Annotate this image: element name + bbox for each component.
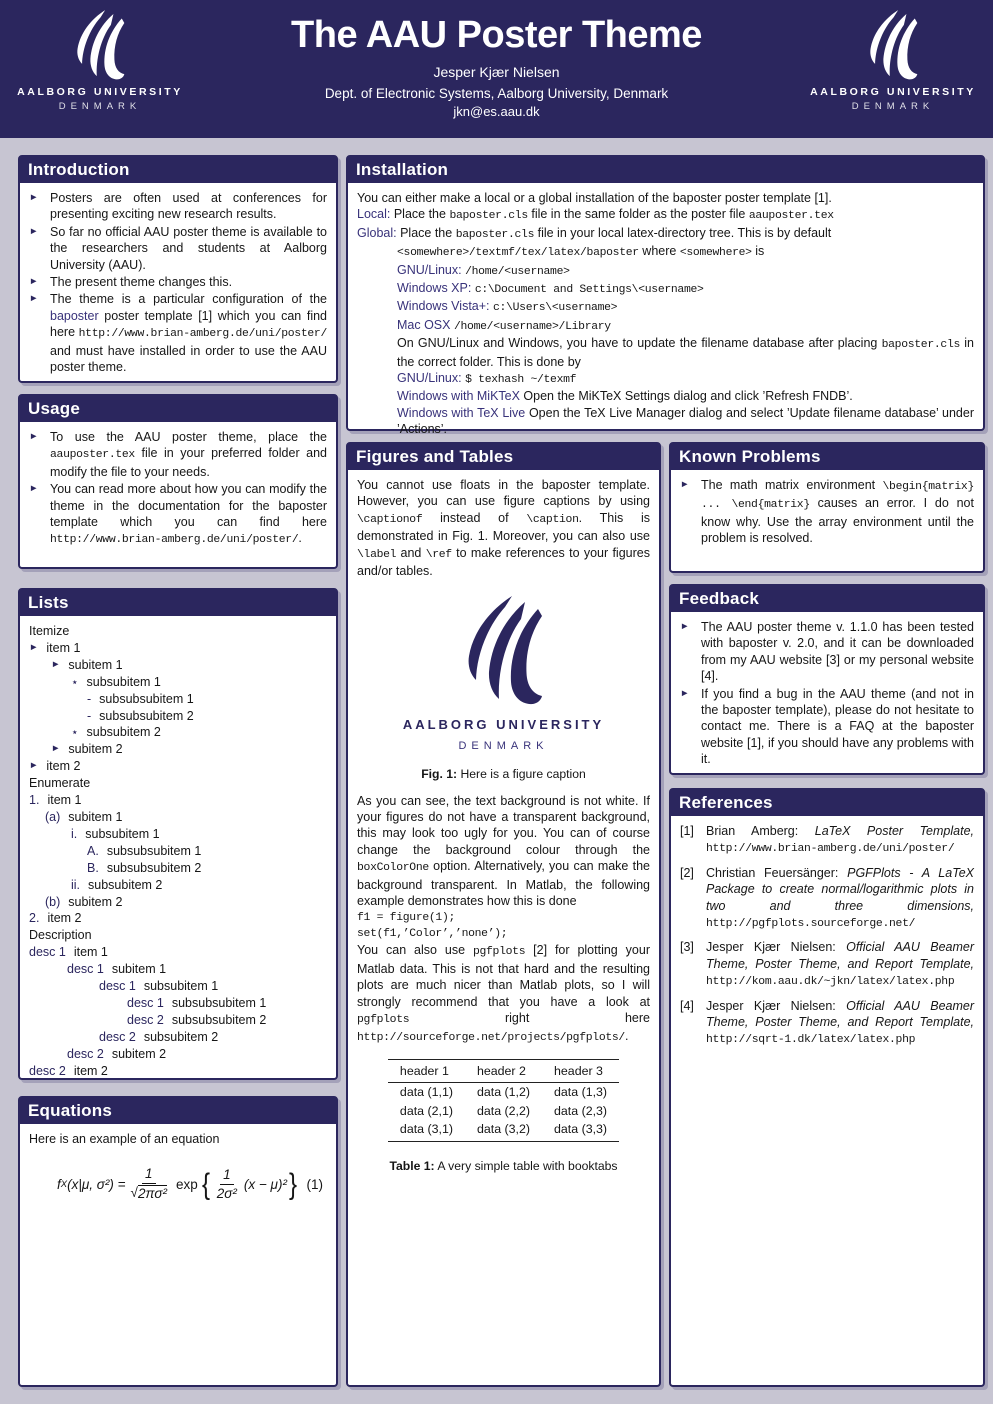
accent-text: Local: [357,207,391,222]
figures-paragraph-1 [357,477,650,579]
code-text: <somewhere>/textmf/tex/latex/baposter [397,247,639,260]
bullet-triangle-icon: ► [29,483,39,495]
list-item-text: item 2 [73,1063,108,1078]
figure-caption-label: Fig. 1: [421,767,458,782]
text-line [357,190,974,206]
column-header: header 1 [388,1059,465,1082]
list-item [29,1063,327,1080]
reference-label: [3] [680,940,694,955]
bullet-triangle-icon: ► [680,479,690,490]
accent-text: GNU/Linux: [397,371,462,386]
list-item [29,1046,327,1063]
code-text: http://sqrt-1.dk/latex/latex.php [706,1034,916,1047]
bullet-text [50,224,327,273]
text-run: instead of [422,510,527,525]
equation-body [57,1167,299,1203]
list-item [29,944,327,961]
bullet-triangle-icon: ► [29,293,39,305]
list-marker: ⋆ [71,725,79,740]
code-text: aauposter.tex [748,210,834,223]
text-run: Open the MiKTeX Settings dialog and click ’Refresh FNDB’. [519,389,853,404]
equations-box [18,1096,338,1387]
bullet-text [50,190,327,223]
lists-box [18,588,338,1080]
logo-country: DENMARK [458,739,549,752]
code-text: http://kom.aau.dk/~jkn/latex/latex.php [706,976,955,989]
list-item [29,741,327,758]
fraction-denominator [131,1184,167,1203]
text-line [357,388,974,404]
table-cell: data (3,3) [542,1120,619,1142]
introduction-box [18,155,338,383]
reference-text [706,865,974,933]
data-table [388,1059,619,1143]
code-text: /home/<username> [465,265,570,278]
box-title: References [671,790,983,816]
code-line: set(f1,’Color’,’none’); [357,927,508,940]
list-marker: - [87,708,92,723]
bullet-text [701,477,974,547]
poster-email: jkn@es.aau.dk [453,104,540,119]
radical-argument: 2πσ² [137,1186,167,1202]
italic-text: PGFPlots - A LaTeX Package to create normal/logarithmic plots in two and three dimensions, [706,865,974,913]
equation-lhs: f [57,1177,61,1193]
reference-label: [1] [680,824,694,838]
bullet-item [29,274,327,290]
list-marker: ⋆ [71,674,79,689]
text-run: right here [409,1010,650,1025]
code-text: pgfplots [357,1013,410,1026]
list-marker: 2. [29,911,40,926]
code-text: \begin{matrix} ... \end{matrix} [701,481,974,512]
list-item-text: item 1 [47,793,82,808]
known-problems-box [669,442,985,573]
box-body [671,612,983,775]
text-run: If you find a bug in the AAU theme (and not in the baposter template), please do not hesitate to contact me. There is a FAQ at the baposter website [1], if you should have any problems with it. [701,686,974,767]
installation-box [346,155,985,437]
left-brace: { [201,1168,210,1202]
list-item [29,809,327,826]
box-body [20,422,336,556]
bullet-item [680,477,974,547]
list-item-text: item 1 [73,945,108,960]
text-line [357,243,974,261]
text-run: file in your local latex-directory tree. This is by default [534,225,832,240]
code-text: http://pgfplots.sourceforge.net/ [706,918,916,931]
bullet-text [50,291,327,375]
reference-entry [680,998,974,1049]
logo-wordmark: AALBORG UNIVERSITY [17,86,183,98]
list-marker: ► [29,641,39,653]
list-item [29,894,327,911]
list-item-text: subitem 2 [111,1046,167,1061]
code-text: pgfplots [472,946,526,959]
list-item [29,978,327,995]
list-item [29,640,327,657]
box-body [348,183,983,444]
list-marker: - [87,691,92,706]
table-cell: data (3,2) [465,1120,542,1142]
list-item-text: subsubsubitem 2 [99,708,194,723]
code-text: boxColorOne [357,862,429,875]
figure-caption-text: Here is a figure caption [457,767,586,782]
list-item [29,961,327,978]
fraction [131,1167,167,1203]
text-run: Place the [390,207,450,222]
list-item [29,826,327,843]
list-item-text: subsubitem 1 [143,979,219,994]
table-cell: data (2,2) [476,1103,531,1118]
table-caption-label: Table 1: [389,1159,435,1174]
list-item-text: subsubitem 2 [143,1029,219,1044]
code-text: c:\Document and Settings\<username> [474,284,704,297]
bullet-item [29,291,327,375]
code-text: aauposter.tex [50,449,135,462]
code-text: http://www.brian-amberg.de/uni/poster/ [50,534,299,547]
list-marker: A. [87,843,99,858]
text-run: option. Alternatively, you can make the background transparent. In Matlab, the following example demonstrates how this is done [357,859,650,909]
poster-author: Jesper Kjær Nielsen [433,64,560,80]
reference-entry [680,939,974,990]
reference-entry [680,823,974,858]
list-item-text: subitem 2 [68,894,123,909]
text-line [357,335,974,370]
reference-label: [4] [680,998,694,1013]
code-text: baposter.cls [455,228,535,241]
table-caption [357,1158,650,1174]
list-marker: desc 2 [29,1063,66,1078]
box-title: Equations [20,1098,336,1124]
text-run: . [624,1029,629,1044]
bullet-item [680,686,974,768]
equation-lhs-sub: X [60,1179,68,1191]
bullet-triangle-icon: ► [29,276,39,288]
reference-text [706,939,974,990]
bullet-item [29,481,327,549]
code-text: \captionof [357,513,423,526]
text-line [357,262,974,280]
text-run: poster template [1] which you can find here [50,308,327,340]
list-marker: desc 1 [127,995,164,1010]
bullet-text [701,619,974,685]
accent-text: Windows with TeX Live [397,405,526,420]
text-line [357,317,974,335]
text-line [357,280,974,298]
code-text: \caption [526,513,579,526]
equation-number: (1) [306,1177,323,1193]
list-marker: desc 1 [67,962,104,977]
feedback-box [669,584,985,775]
list-item-text: item 1 [46,640,81,655]
list-item [29,758,327,775]
reference-text [706,823,974,858]
table-caption-text: A very simple table with booktabs [434,1159,618,1174]
text-run: To use the AAU poster theme, place the [50,430,327,444]
text-run: You can read more about how you can modify the theme in the documentation for the baposter template which you can find here [50,482,327,530]
list-item-text: subsubsubitem 1 [171,995,267,1010]
text-run: to make references to your figures and/or tables. [357,545,650,579]
logo-country: DENMARK [58,101,142,112]
box-body [348,470,659,1191]
list-item: Enumerate [29,776,91,791]
text-run: Posters are often used at conferences for presenting exciting new research results. [50,191,327,222]
list-item [29,674,327,691]
usage-box [18,394,338,569]
box-body [20,1124,336,1209]
list-marker: ► [51,743,61,755]
text-run: On GNU/Linux and Windows, you have to update the filename database after placing [397,336,882,351]
text-run: where [638,244,680,259]
fraction-numerator: 1 [142,1167,156,1184]
logo-wordmark: AALBORG UNIVERSITY [402,717,605,733]
list-item [29,995,327,1012]
code-text: \label [357,548,397,561]
logo-country: DENMARK [851,101,935,112]
text-run: The present theme changes this. [50,275,233,290]
figures-tables-box [346,442,661,1387]
list-item-text: item 2 [46,759,81,774]
text-run: is [751,244,765,259]
box-title: Figures and Tables [348,444,659,470]
list-marker: 1. [29,793,40,808]
text-run: The math matrix environment [701,478,883,492]
list-marker: desc 2 [127,1012,164,1027]
table-cell: data (1,1) [399,1085,453,1100]
list-item: Itemize [29,624,70,638]
text-line [357,370,974,388]
list-marker: desc 1 [99,979,136,994]
reference-label: [2] [680,865,694,880]
text-line [357,225,974,243]
list-marker: B. [87,860,99,875]
accent-text: Mac OSX [397,317,451,332]
text-run: in the correct folder. This is done by [397,336,975,369]
list-item-text: subsubsubitem 2 [171,1012,267,1027]
text-run: Brian Amberg: [706,824,815,838]
booktabs-table [357,1059,650,1143]
box-title: Feedback [671,586,983,612]
box-body [671,816,983,1062]
table-row [388,1120,619,1142]
text-run: You can also use [357,943,473,958]
text-run: You can either make a local or a global installation of the baposter poster template [1]. [357,191,832,205]
list-marker: desc 2 [67,1046,104,1061]
list-item [29,860,327,877]
bullet-triangle-icon: ► [29,225,39,237]
code-text: \ref [425,548,452,561]
text-run: . This is demonstrated in Fig. 1. Moreover, you can also use [357,510,650,544]
accent-text: Windows XP: [397,281,472,296]
column-header: header 3 [542,1059,619,1082]
italic-text: Official AAU Beamer Theme, Poster Theme, and Report Template, [706,998,975,1030]
figure-caption [357,766,650,782]
table-row [388,1102,619,1120]
bullet-item [680,619,974,685]
table-cell: data (1,3) [554,1085,608,1100]
bullet-triangle-icon: ► [29,431,39,442]
text-run: [2] for plotting your Matlab data. This is not that hard and the resulting plots are much nicer than Matlab plots, so I will strongly recommend that you have a look at [357,943,650,1009]
text-run: The theme is a particular configuration of the [50,292,327,307]
code-text: http://www.brian-amberg.de/uni/poster/ [78,328,327,341]
text-line [357,405,974,438]
list-item-text: subitem 1 [68,809,123,824]
code-text: c:\Users\<username> [493,302,618,315]
reference-entry [680,865,974,933]
code-text: baposter.cls [449,210,528,223]
box-title: Lists [20,590,336,616]
code-text: http://sourceforge.net/projects/pgfplots/ [357,1032,625,1045]
box-title: Usage [20,396,336,422]
figures-paragraph-3 [357,942,650,1046]
list-marker: desc 1 [29,945,66,960]
bullet-triangle-icon: ► [29,192,39,203]
code-text: /home/<username>/Library [453,320,611,333]
list-marker: i. [71,826,78,841]
poster-title: The AAU Poster Theme [291,14,702,56]
italic-text: Official AAU Beamer Theme, Poster Theme, and Report Template, [706,940,975,971]
list-item-text: subsubsubitem 1 [106,843,202,858]
accent-text: baposter [50,308,99,323]
bullet-item [29,429,327,480]
list-item-text: subsubitem 2 [86,725,161,740]
box-title: Known Problems [671,444,983,470]
list-item-text: subsubitem 1 [85,826,160,841]
table-cell: data (2,1) [399,1103,453,1118]
equation [29,1167,327,1203]
list-item [29,691,327,708]
exp-operator: exp [175,1177,198,1193]
fraction-denominator: 2σ² [216,1185,237,1201]
logo-wordmark: AALBORG UNIVERSITY [810,86,976,98]
list-item [29,1012,327,1029]
list-item-text: subsubitem 1 [86,674,161,689]
italic-text: LaTeX Poster Template, [814,824,974,838]
list-marker: ii. [71,877,81,892]
box-title: Introduction [20,157,336,183]
text-run: . [298,531,302,546]
bullet-text [50,429,327,480]
poster-affiliation: Dept. of Electronic Systems, Aalborg University, Denmark [324,86,669,101]
text-run: Christian Feuersänger: [706,865,848,880]
list-item-text: subitem 1 [68,657,123,672]
equation-intro: Here is an example of an equation [29,1132,220,1146]
list-item [29,724,327,741]
right-brace: } [288,1168,297,1202]
list-item-text: subitem 2 [68,742,123,757]
bullet-triangle-icon: ► [680,687,690,699]
bullet-triangle-icon: ► [680,621,690,632]
list-marker: (b) [45,894,61,909]
text-run: So far no official AAU poster theme is available to the researchers and students at Aalborg University (AAU). [50,224,327,272]
fraction [217,1168,237,1203]
accent-text: GNU/Linux: [397,262,462,277]
list-marker: desc 2 [99,1029,136,1044]
box-body [671,470,983,554]
column-header: header 2 [465,1059,542,1082]
text-run: The AAU poster theme v. 1.1.0 has been tested with baposter v. 2.0, and it can be downloaded from my AAU website [3] or my personal website [4]. [701,620,974,684]
poster-header [0,0,993,138]
list-item-text: subsubsubitem 2 [106,860,202,875]
fraction-numerator: 1 [220,1168,234,1185]
table-cell: data (3,1) [388,1120,465,1142]
table-row [388,1083,619,1102]
radical-sign: √ [130,1185,138,1201]
text-run: Jesper Kjær Nielsen: [706,998,847,1013]
text-run: Open the TeX Live Manager dialog and select ’Update filename database’ under ’Actions’. [397,405,974,437]
list-marker: (a) [45,809,61,824]
figure-1 [357,593,650,754]
equation-tail: (x − μ)² [243,1177,287,1193]
list-item: Description [29,928,92,943]
aau-logo-right [808,8,978,112]
text-run: and [396,545,426,560]
list-item [29,708,327,725]
list-item [29,657,327,674]
text-line [357,298,974,316]
list-item [29,910,327,927]
box-body [20,616,336,1085]
text-run: file in your preferred folder and modify the file to your needs. [50,446,327,479]
accent-text: Windows Vista+: [397,299,490,314]
table-cell: data (1,2) [476,1085,531,1100]
accent-text: Global: [357,225,397,240]
bullet-text [50,481,327,549]
accent-text: Windows with MiKTeX [397,389,520,404]
list-item [29,1029,327,1046]
text-run: file in the same folder as the poster file [527,207,749,222]
text-run: As you can see, the text background is not white. If your figures do not have a transparent background, this may look too ugly for you. You can of course change the background colour through the [357,793,650,857]
text-run: You cannot use floats in the baposter template. However, you can use figure captions by using [357,478,650,509]
bullet-text [701,686,974,768]
code-text: baposter.cls [881,339,961,352]
bullet-item [29,190,327,223]
bullet-text [50,274,327,290]
list-item [29,877,327,894]
list-item [29,792,327,809]
aau-swoosh-icon [861,8,925,84]
code-text: http://www.brian-amberg.de/uni/poster/ [706,843,955,856]
references-box [669,788,985,1387]
bullet-item [29,224,327,273]
reference-text [706,998,974,1049]
list-marker: ► [29,760,39,772]
code-text: <somewhere> [679,247,752,260]
code-line: f1 = figure(1); [357,911,456,924]
text-line [357,206,974,224]
list-item-text: subitem 1 [111,962,167,977]
text-run: Jesper Kjær Nielsen: [706,940,847,955]
list-marker: ► [51,658,61,670]
aau-swoosh-icon [454,593,554,711]
box-title: Installation [348,157,983,183]
code-text: $ texhash ~/texmf [465,374,577,387]
list-item-text: subsubsubitem 1 [99,691,194,706]
equation-mid: (x|μ, σ²) = [67,1177,126,1193]
list-item [29,843,327,860]
text-run: and must have installed in order to use the AAU poster theme. [50,343,327,375]
text-run: Place the [396,225,456,240]
text-run: causes an error. I do not know why. Use the array environment until the problem is resolved. [701,496,974,546]
box-body [20,183,336,382]
figures-paragraph-2 [357,793,650,910]
list-item-text: subsubitem 2 [88,877,163,892]
table-cell: data (2,3) [554,1103,608,1118]
list-item-text: item 2 [47,911,82,926]
